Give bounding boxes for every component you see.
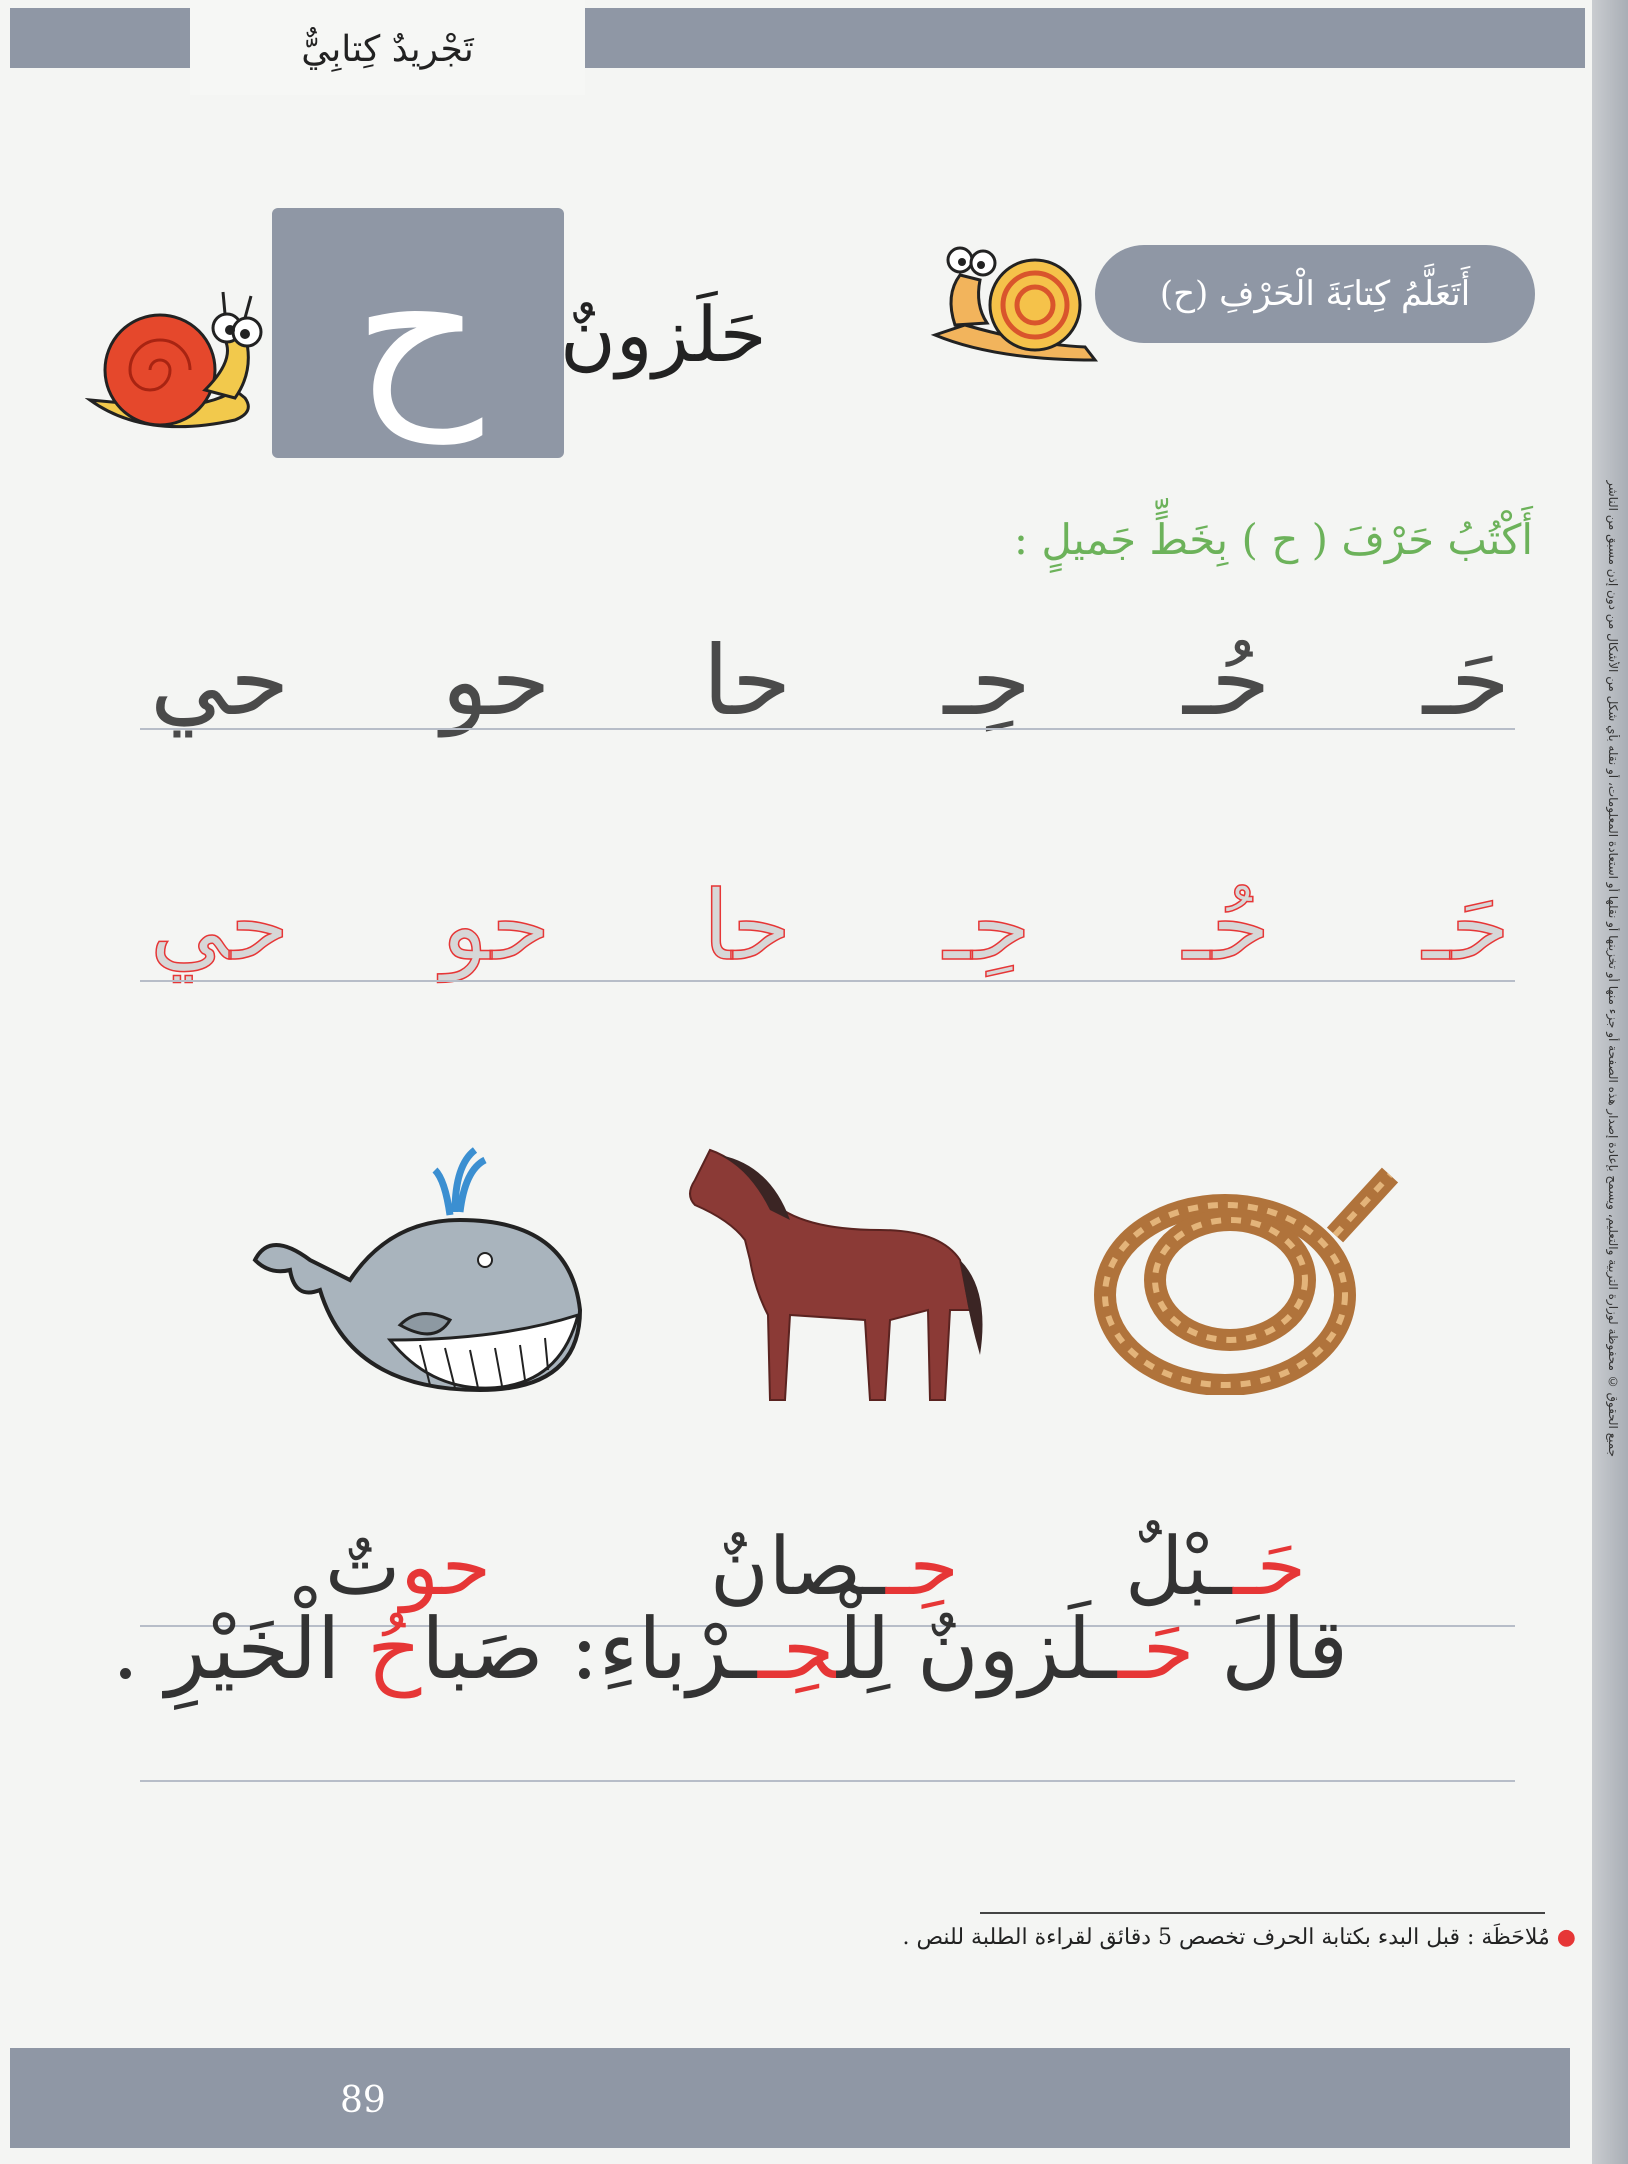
trace-form: حو: [441, 870, 551, 982]
rope-picture: [1085, 1155, 1405, 1395]
sentence-part: قالَ: [1194, 1600, 1348, 1698]
note-rule: [980, 1912, 1545, 1914]
model-form: حي: [150, 625, 290, 737]
model-form: حَـ: [1422, 625, 1510, 737]
writing-line: [140, 728, 1515, 730]
lesson-title-pill: أَتَعَلَّمُ كِتابَةَ الْحَرْفِ (ح): [1095, 245, 1535, 343]
instruction: أَكْتُبُ حَرْفَ ( ح ) بِخَطٍّ جَميلٍ :: [1013, 515, 1533, 564]
sentence: [112, 1600, 1348, 1698]
model-form: حِـ: [943, 625, 1031, 737]
top-band-left: [10, 8, 190, 68]
keyword: حَلَزونٌ: [560, 290, 767, 379]
writing-line: [140, 1780, 1515, 1782]
sentence-part: ـرْباءِ: صَبا: [421, 1600, 758, 1698]
sentence-letter: حُ: [367, 1600, 422, 1698]
word-letter: حو: [400, 1520, 492, 1613]
word-rest: ـصانٌ: [710, 1520, 886, 1613]
trace-form: حِـ: [943, 870, 1031, 982]
header-tag: [190, 0, 585, 95]
teacher-note: [902, 1925, 1576, 1950]
page-number: 89: [340, 2080, 386, 2121]
snail-illustration-right: [925, 235, 1105, 365]
writing-line: [140, 980, 1515, 982]
trace-form: حُـ: [1182, 870, 1271, 982]
top-band-right: [585, 8, 1585, 68]
word-letter: حَـ: [1233, 1520, 1307, 1613]
snail-illustration-left: [85, 280, 265, 450]
trace-letter-row: [150, 870, 1510, 982]
trace-form: حَـ: [1422, 870, 1510, 982]
bullet-icon: ●: [1556, 1925, 1576, 1950]
trace-form: حي: [150, 870, 290, 982]
note-text: قبل البدء بكتابة الحرف تخصص 5 دقائق لقراءة الطلبة للنص .: [902, 1925, 1461, 1950]
word-letter: حِـ: [885, 1520, 959, 1613]
bottom-band: [10, 2048, 1570, 2148]
horse-picture: [680, 1140, 1000, 1410]
sentence-part: ـلَزونٌ لِلْ: [836, 1600, 1118, 1698]
model-form: حو: [441, 625, 551, 737]
model-form: حا: [702, 625, 792, 737]
sentence-letter: حِـ: [758, 1600, 837, 1698]
word-rest: تٌ: [325, 1520, 401, 1613]
header-tag-text: تَجْريدٌ كِتابِيٌّ: [301, 29, 474, 70]
sentence-letter: حَـ: [1117, 1600, 1195, 1698]
sentence-part: الْخَيْرِ .: [112, 1600, 368, 1698]
model-letter-row: [150, 625, 1510, 737]
model-form: حُـ: [1182, 625, 1271, 737]
note-label: مُلاحَظَة :: [1467, 1925, 1550, 1950]
letter-card: ح: [272, 208, 564, 458]
trace-form: حا: [702, 870, 792, 982]
word-rest: ـبْلٌ: [1125, 1520, 1234, 1613]
copyright-text: جميع الحقوق © محفوظة لوزارة التربية والتعليم، ويسمح بإعادة إصدار هذه الصفحة أو جزء منها أو تخزينها أو نقلها أو استعادة المعلومات، أو نقله بأي شكل من الأشكال من دون إذن مسبق من الناشر: [1606, 480, 1620, 1458]
whale-picture: [250, 1140, 590, 1400]
